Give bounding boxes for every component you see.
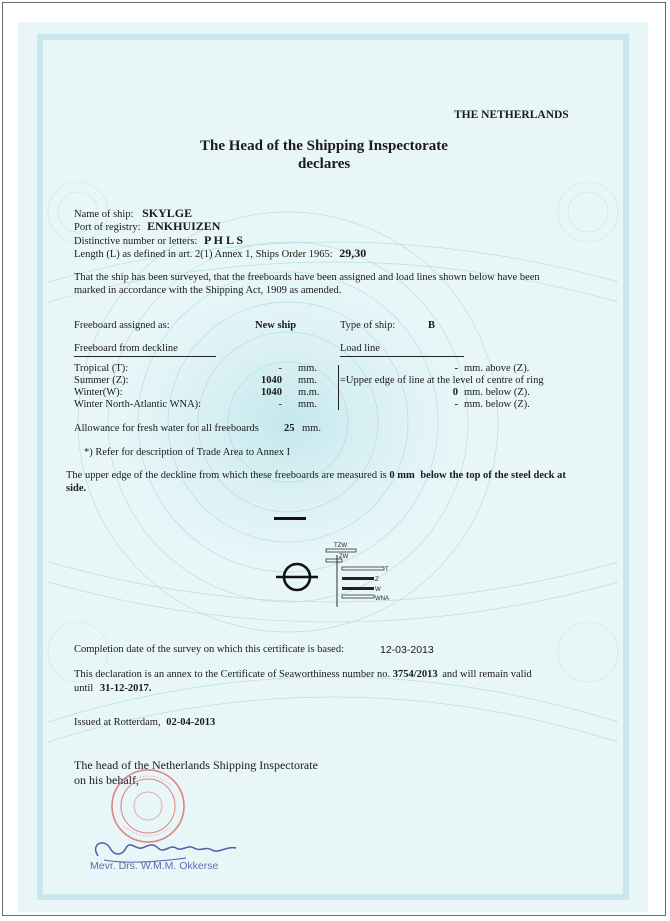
loadline-text: mm. below (Z). — [464, 387, 530, 398]
survey-statement-line-2: marked in accordance with the Shipping Act, 1909 as amended. — [74, 285, 342, 296]
signature-line-2: on his behalf, — [74, 773, 139, 787]
port-row — [74, 219, 220, 234]
loadline-value: - — [454, 399, 458, 410]
row-unit: mm. — [298, 363, 317, 374]
signature-line-1: The head of the Netherlands Shipping Inspectorate — [74, 758, 318, 772]
loadline-value: 0 — [452, 387, 458, 398]
row-unit: m.m. — [298, 387, 320, 398]
title-line-1: The Head of the Shipping Inspectorate — [200, 138, 448, 154]
row-value: 1040 — [261, 375, 282, 386]
certificate-paper — [18, 22, 648, 912]
red-stamp — [112, 770, 184, 842]
deckline-header-rule — [74, 356, 216, 357]
ship-name-value: SKYLGE — [142, 206, 193, 220]
loadline-text: mm. below (Z). — [464, 399, 530, 410]
issued-line — [74, 717, 215, 728]
issued-label: Issued at Rotterdam, — [74, 717, 161, 728]
deck-line-mark — [274, 517, 306, 520]
length-value: 29,30 — [339, 246, 367, 260]
deckline-statement — [66, 470, 566, 481]
fresh-water-value: 25 — [284, 423, 295, 434]
deckline-value: 0 mm — [389, 470, 415, 481]
official-stamp-and-signature — [86, 764, 256, 874]
annex-number: 3754/2013 — [392, 669, 438, 680]
label-zw: ZW — [339, 554, 349, 560]
row-unit: mm. — [298, 399, 317, 410]
row-value: 1040 — [261, 387, 282, 398]
label-tzw: TZW — [334, 543, 347, 549]
loadline-header-rule — [340, 356, 464, 357]
ship-type-label: Type of ship: — [340, 320, 396, 331]
row-value: - — [278, 399, 282, 410]
load-line-diagram — [254, 507, 414, 607]
w-mark — [342, 587, 374, 590]
handwritten-signature — [96, 843, 236, 856]
loadline-header: Load line — [340, 343, 380, 354]
length-row — [74, 246, 366, 261]
deckline-text-b: below the top of the steel deck at — [420, 470, 566, 481]
label-w: W — [375, 587, 381, 593]
deckline-text-a: The upper edge of the deckline from which these freeboards are measured is — [66, 470, 387, 481]
valid-until-line — [74, 683, 152, 694]
survey-statement-line-1: That the ship has been surveyed, that the freeboards have been assigned and load lines shown below have been — [74, 272, 540, 283]
freeboard-assigned-value: New ship — [255, 320, 297, 331]
z-mark — [342, 577, 374, 580]
wna-mark — [342, 595, 374, 598]
until-date: 31-12-2017. — [99, 683, 152, 694]
annex-line — [74, 669, 532, 680]
port-value: ENKHUIZEN — [147, 219, 221, 233]
completion-date: 12-03-2013 — [380, 644, 434, 656]
ship-type-value: B — [428, 320, 436, 331]
loadline-text: mm. above (Z). — [464, 363, 530, 374]
port-label: Port of registry: — [74, 222, 141, 233]
fresh-water-unit: mm. — [302, 423, 321, 434]
deckline-text-c: side. — [66, 483, 87, 494]
loadline-text: =Upper edge of line at the level of centre of ring — [340, 375, 544, 386]
table-divider — [338, 365, 339, 410]
row-label: Winter(W): — [74, 387, 123, 398]
length-label: Length (L) as defined in art. 2(1) Annex 1, Ships Order 1965: — [74, 249, 333, 260]
label-t: T — [385, 567, 389, 573]
annex-text-b: and will remain valid — [442, 669, 532, 680]
fresh-water-label: Allowance for fresh water for all freeboards — [74, 423, 259, 434]
row-value: - — [278, 363, 282, 374]
until-label: until — [74, 683, 94, 694]
distinctive-label: Distinctive number or letters: — [74, 236, 198, 247]
annex-text-a: This declaration is an annex to the Certificate of Seaworthiness number — [74, 669, 375, 680]
row-label: Summer (Z): — [74, 375, 129, 386]
loadline-value: - — [454, 363, 458, 374]
completion-label: Completion date of the survey on which this certificate is based: — [74, 644, 345, 655]
label-wna: WNA — [375, 596, 389, 602]
row-unit: mm. — [298, 375, 317, 386]
ship-name-label: Name of ship: — [74, 209, 134, 220]
country-heading: THE NETHERLANDS — [454, 109, 569, 121]
deckline-header: Freeboard from deckline — [74, 343, 178, 354]
row-label: Tropical (T): — [74, 363, 129, 374]
freeboard-assigned-label: Freeboard assigned as: — [74, 320, 170, 331]
signatory-name: Mevr. Drs. W.M.M. Okkerse — [90, 860, 219, 872]
label-z: Z — [375, 577, 379, 583]
trade-area-note: *) Refer for description of Trade Area to Annex I — [84, 447, 291, 458]
distinctive-value: P H L S — [203, 233, 244, 247]
t-mark — [342, 567, 384, 570]
issued-date: 02-04-2013 — [166, 717, 216, 728]
title-line-2: declares — [298, 156, 351, 172]
row-label: Winter North-Atlantic WNA): — [74, 399, 202, 410]
annex-number-prefix: no. — [376, 669, 391, 680]
tzw-mark — [326, 549, 356, 552]
